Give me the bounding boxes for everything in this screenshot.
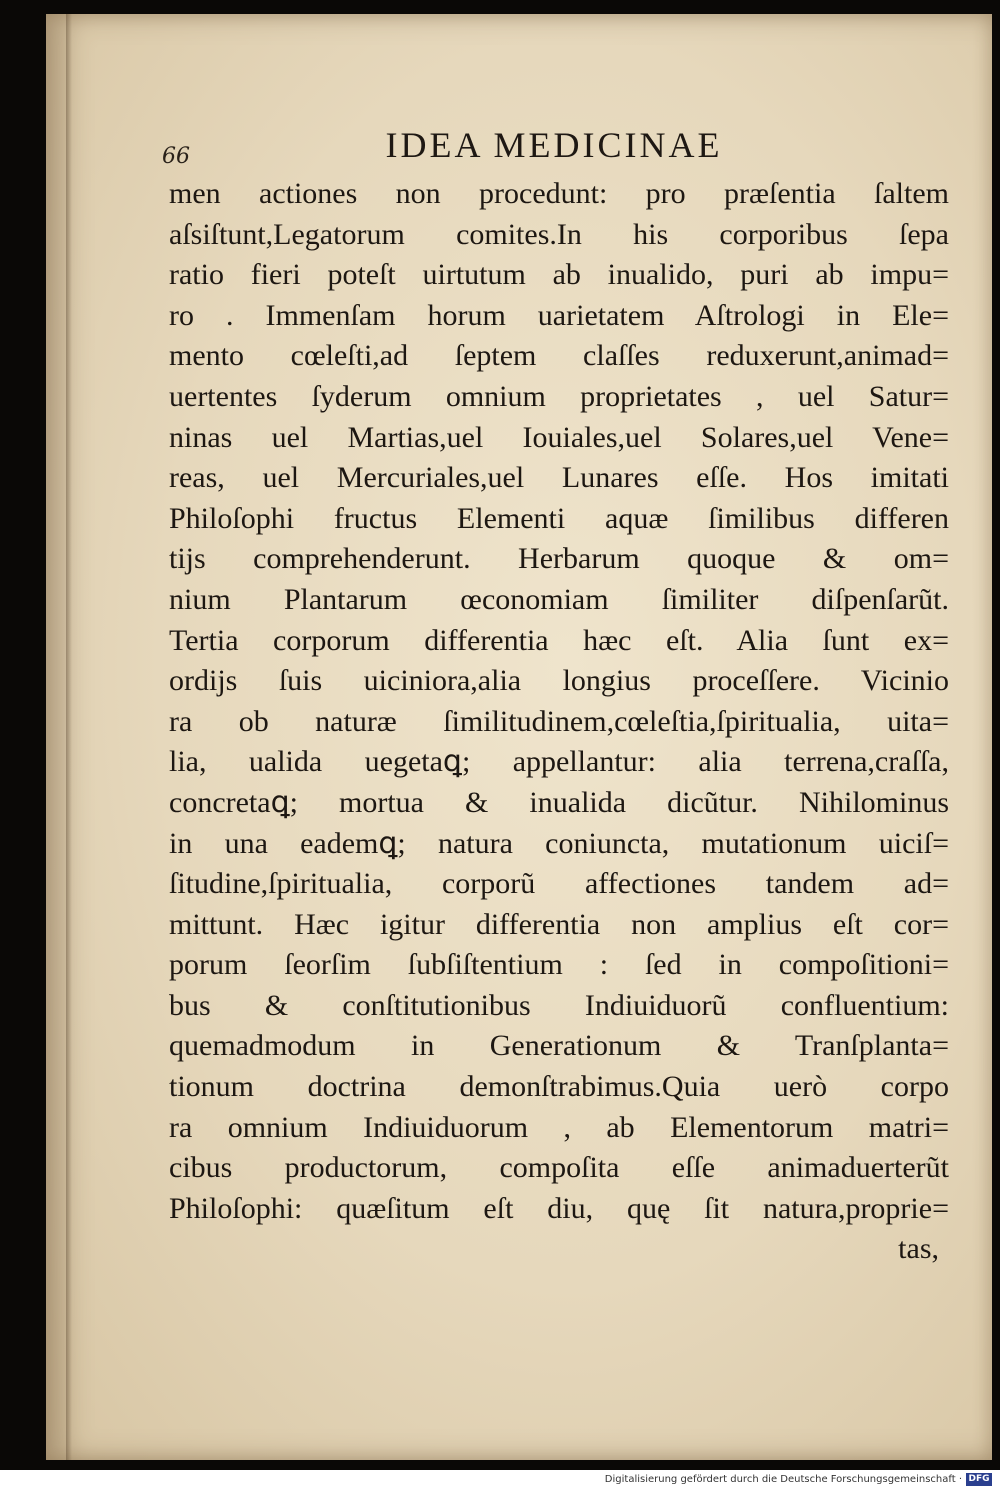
running-head: IDEA MEDICINAE [385, 125, 723, 165]
text-line: Philoſophi: quæſitum eſt diu, quę ſit natura,proprie= [169, 1191, 949, 1225]
body-text [169, 174, 949, 1270]
text-line: tionum doctrina demonſtrabimus.Quia uerò corpo [169, 1070, 949, 1104]
text-line: ſitudine,ſpiritualia, corporũ affectiones tandem ad= [169, 867, 949, 901]
text-line: quemadmodum in Generationum & Tranſplanta= [169, 1029, 949, 1063]
text-line: ratio fieri poteſt uirtutum ab inualido, puri ab impu= [169, 258, 949, 292]
text-line: lia, ualida uegetaꝗ; appellantur: alia terrena,craſſa, [169, 745, 949, 779]
text-line: in una eademꝗ; natura coniuncta, mutationum uiciſ= [169, 826, 949, 860]
text-line: ra omnium Indiuiduorum , ab Elementorum matri= [169, 1110, 949, 1144]
funding-credit: Digitalisierung gefördert durch die Deutsche Forschungsgemeinschaft · [604, 1474, 962, 1485]
text-line: Tertia corporum differentia hæc eſt. Alia ſunt ex= [169, 623, 949, 657]
text-line: aſsiſtunt,Legatorum comites.In his corporibus ſepa [169, 217, 949, 251]
text-line: bus & conſtitutionibus Indiuiduorũ confluentium: [169, 988, 949, 1022]
text-line: Philoſophi fructus Elementi aquæ ſimilibus differen [169, 501, 949, 535]
text-line: tas, [898, 1232, 939, 1266]
text-line: reas, uel Mercuriales,uel Lunares eſſe. Hos imitati [169, 461, 949, 495]
text-line: concretaꝗ; mortua & inualida dicũtur. Nihilominus [169, 785, 949, 819]
text-line: ro . Immenſam horum uarietatem Aſtrologi in Ele= [169, 298, 949, 332]
gutter-shadow [66, 14, 72, 1460]
text-line: tijs comprehenderunt. Herbarum quoque & om= [169, 542, 949, 576]
text-line: cibus productorum, compoſita eſſe animaduerterũt [169, 1151, 949, 1185]
text-line: men actiones non procedunt: pro præſentia ſaltem [169, 177, 949, 210]
text-line: ordijs ſuis uiciniora,alia longius proceſſere. Vicinio [169, 664, 949, 698]
text-line: ninas uel Martias,uel Iouiales,uel Solares,uel Vene= [169, 420, 949, 454]
book-page [46, 14, 992, 1460]
text-line: mento cœleſti,ad ſeptem claſſes reduxerunt,animad= [169, 339, 949, 373]
text-line: uertentes ſyderum omnium proprietates , uel Satur= [169, 379, 949, 413]
footer-bar [0, 1470, 1000, 1490]
text-line: nium Plantarum œconomiam ſimiliter diſpenſarũt. [169, 582, 949, 616]
text-line: porum ſeorſim ſubſiſtentium : ſed in compoſitioni= [169, 948, 949, 982]
dfg-logo: DFG [966, 1473, 992, 1486]
page-number: 66 [162, 144, 190, 169]
text-line: ra ob naturæ ſimilitudinem,cœleſtia,ſpiritualia, uita= [169, 704, 949, 738]
text-line: mittunt. Hæc igitur differentia non amplius eſt cor= [169, 907, 949, 941]
